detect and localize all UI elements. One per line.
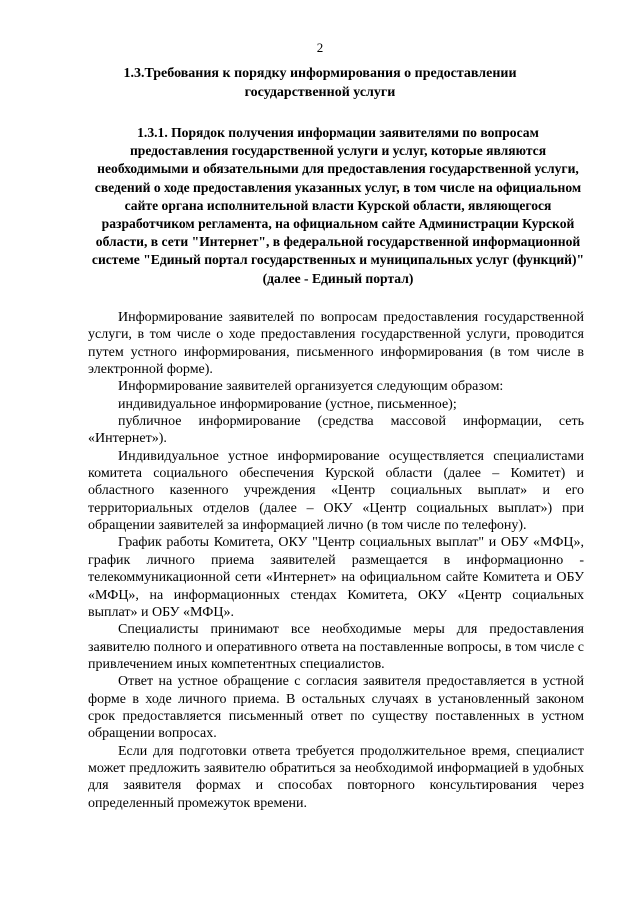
paragraph: Специалисты принимают все необходимые меры для предоставления заявителю полного и оперативного ответа на поставленные вопросы, в том числе с привлечением иных компетентных специалистов.: [88, 622, 584, 672]
paragraph: Информирование заявителей по вопросам предоставления государственной услуги, в том числе о ходе предоставления государственной услуги, проводится путем устного информирования, письменного информирования (в том числе в электронной форме).: [88, 310, 584, 378]
subsection-title: 1.3.1. Порядок получения информации заявителями по вопросам предоставления государственной услуги и услуг, которые являются необходимыми и обязательными для предоставления государственной услуги, сведений о ходе предоставления указанных услуг, в том числе на официальном сайте органа исполнительной власти Курской области, являющегося разработчиком регламента, на официальном сайте Администрации Курской области, в сети "Интернет", в федеральной государственной информационной системе "Единый портал государственных и муниципальных услуг (функций)" (далее - Единый портал): [91, 125, 585, 286]
paragraph: Ответ на устное обращение с согласия заявителя предоставляется в устной форме в ходе личного приема. В остальных случаях в установленный законом срок предоставляется письменный ответ по существу поставленных в устном обращении вопросах.: [88, 674, 584, 742]
paragraph: График работы Комитета, ОКУ "Центр социальных выплат" и ОБУ «МФЦ», график личного приема заявителей размещается в информационно - телекоммуникационной сети «Интернет» на официальном сайте Комитета и ОБУ «МФЦ», на информационных стендах Комитета, ОКУ «Центр социальных выплат» и ОБУ «МФЦ».: [88, 535, 584, 620]
paragraph: Информирование заявителей организуется следующим образом:: [118, 379, 504, 395]
page-number: 2: [316, 40, 324, 55]
paragraph: Индивидуальное устное информирование осуществляется специалистами комитета социального обеспечения Курской области (далее – Комитет) и областного казенного учреждения «Центр социальных выплат» и его территориальных отделов (далее – ОКУ «Центр социальных выплат») при обращении заявителей за информацией лично (в том числе по телефону).: [88, 448, 584, 534]
paragraph: публичное информирование (средства массовой информации, сеть «Интернет»).: [88, 414, 584, 447]
section-title: 1.3.Требования к порядку информирования о предоставлении государственной услуги: [123, 66, 517, 100]
paragraph: индивидуальное информирование (устное, письменное);: [118, 396, 457, 412]
paragraph: Если для подготовки ответа требуется продолжительное время, специалист может предложить заявителю обратиться за необходимой информацией в удобных для заявителя формах и способах повторного консультирования через определенный промежуток времени.: [88, 743, 584, 811]
body-text: [88, 309, 584, 812]
